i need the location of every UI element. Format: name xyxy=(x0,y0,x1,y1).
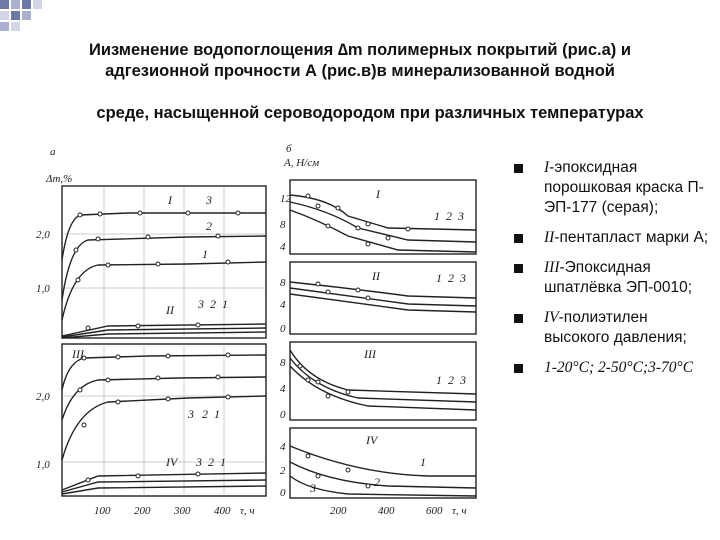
title-line-3: среде, насыщенной сероводородом при различных температурах xyxy=(96,104,644,122)
panel-b-I-label-1: 1 xyxy=(434,209,440,223)
figures-area xyxy=(28,140,488,525)
bullet-icon xyxy=(514,234,523,243)
decorative-squares xyxy=(0,0,80,40)
panel-b-I-label-2: 2 xyxy=(446,209,452,223)
legend-item xyxy=(510,358,715,378)
panel-b-IV-numeral: IV xyxy=(366,433,378,447)
curve-a-III-3 xyxy=(62,355,266,390)
bullet-icon xyxy=(514,364,523,373)
panel-a-II-numeral: II xyxy=(166,303,174,317)
xunit-b: τ, ч xyxy=(452,505,467,517)
xtick-a-200: 200 xyxy=(134,505,151,517)
ytick-b-II-4: 4 xyxy=(280,299,286,311)
figure-b-ylabel: А, Н/см xyxy=(284,157,320,169)
ytick-b-II-8: 8 xyxy=(280,277,286,289)
panel-b-II-label-1: 1 xyxy=(436,271,442,285)
title-line-2: адгезионной прочности А (рис.в)в минерализованной водной xyxy=(105,62,615,80)
panel-a-IV-label-3: 3 xyxy=(196,455,202,469)
xtick-b-200: 200 xyxy=(330,505,347,517)
panel-b-II-label-3: 3 xyxy=(460,271,466,285)
legend-text: 1-20°С; 2-50°С;3-70°С xyxy=(544,359,694,376)
xtick-a-100: 100 xyxy=(94,505,111,517)
figure-a xyxy=(36,146,266,517)
title-line-1: Иизменение водопоглощения ∆m полимерных покрытий (рис.а) и xyxy=(89,41,631,59)
bullet-icon xyxy=(514,314,523,323)
markers-a-upper xyxy=(74,211,240,330)
ytick-b-IV-4: 4 xyxy=(280,441,286,453)
panel-b-III-numeral: III xyxy=(364,347,376,361)
ytick-b-IV-2: 2 xyxy=(280,465,286,477)
ytick-b-I-8: 8 xyxy=(280,219,286,231)
ytick-b-I-4: 4 xyxy=(280,241,286,253)
panel-a-upper xyxy=(62,186,266,338)
panel-a-III-numeral: III xyxy=(72,347,84,361)
xtick-a-300: 300 xyxy=(174,505,191,517)
ytick-b-III-0: 0 xyxy=(280,409,286,421)
panel-a-II-label-2: 2 xyxy=(210,297,216,311)
slide-title xyxy=(20,40,700,82)
ytick-a-lower-2: 2,0 xyxy=(36,391,50,403)
panel-a-IV-label-1: 1 xyxy=(220,455,226,469)
panel-b-II-label-2: 2 xyxy=(448,271,454,285)
panel-a-III-label-1: 1 xyxy=(214,407,220,421)
ytick-b-III-8: 8 xyxy=(280,357,286,369)
legend-item xyxy=(510,308,715,348)
xtick-b-600: 600 xyxy=(426,505,443,517)
ytick-b-I-12: 12 xyxy=(280,193,291,205)
legend-text: -полиэтилен высокого давления; xyxy=(544,309,687,346)
panel-a-II-label-1: 1 xyxy=(222,297,228,311)
panel-a-IV-numeral: IV xyxy=(166,455,178,469)
bullet-icon xyxy=(514,164,523,173)
legend-list xyxy=(510,158,715,388)
legend-numeral: I xyxy=(544,159,550,176)
xunit-a: τ, ч xyxy=(240,505,255,517)
panel-b-IV-label-1: 1 xyxy=(420,455,426,469)
legend-item xyxy=(510,158,715,218)
curve-a-III-1 xyxy=(62,396,266,460)
figure-b xyxy=(280,143,476,517)
legend-numeral: II xyxy=(544,229,555,246)
panel-b-IV-label-2: 2 xyxy=(374,475,380,489)
curve-a-I-1 xyxy=(62,262,266,320)
xtick-a-400: 400 xyxy=(214,505,231,517)
panel-b-I-numeral: I xyxy=(376,187,380,201)
ytick-a-lower-1: 1,0 xyxy=(36,459,50,471)
curve-b-IV-1 xyxy=(290,446,476,476)
legend-numeral: III xyxy=(544,259,560,276)
xtick-b-400: 400 xyxy=(378,505,395,517)
ytick-a-upper-2: 2,0 xyxy=(36,229,50,241)
panel-b-II-numeral: II xyxy=(372,269,380,283)
grid-a-upper xyxy=(62,186,266,338)
ytick-b-IV-0: 0 xyxy=(280,487,286,499)
legend-numeral: IV xyxy=(544,309,559,326)
panel-a-IV-label-2: 2 xyxy=(208,455,214,469)
panel-a-I-label-2: 2 xyxy=(206,219,212,233)
legend-item xyxy=(510,228,715,248)
curve-a-I-2 xyxy=(62,236,266,300)
curve-a-IV-1 xyxy=(62,486,266,494)
figure-a-letter: а xyxy=(50,146,56,158)
legend-text: -эпоксидная порошковая краска П-ЭП-177 (серая); xyxy=(544,159,704,216)
panel-b-III-label-1: 1 xyxy=(436,373,442,387)
panel-b-IV-label-3: 3 xyxy=(310,481,316,495)
figure-a-ylabel: Δm,% xyxy=(46,173,73,185)
legend-item xyxy=(510,258,715,298)
panel-a-III-label-3: 3 xyxy=(188,407,194,421)
ytick-b-III-4: 4 xyxy=(280,383,286,395)
panel-a-I-numeral: I xyxy=(168,193,172,207)
panel-b-III-label-3: 3 xyxy=(460,373,466,387)
panel-a-I-label-1: 1 xyxy=(202,247,208,261)
legend-text: -Эпоксидная шпатлёвка ЭП-0010; xyxy=(544,259,693,296)
ytick-b-II-0: 0 xyxy=(280,323,286,335)
curve-a-II-3 xyxy=(62,324,266,336)
figure-b-letter: б xyxy=(286,143,292,155)
panel-b-III-label-2: 2 xyxy=(448,373,454,387)
panel-a-I-label-3: 3 xyxy=(206,193,212,207)
panel-a-II-label-3: 3 xyxy=(198,297,204,311)
legend-text: -пентапласт марки А; xyxy=(554,229,709,246)
bullet-icon xyxy=(514,264,523,273)
panel-a-III-label-2: 2 xyxy=(202,407,208,421)
ytick-a-upper-1: 1,0 xyxy=(36,283,50,295)
panel-b-I-label-3: 3 xyxy=(458,209,464,223)
